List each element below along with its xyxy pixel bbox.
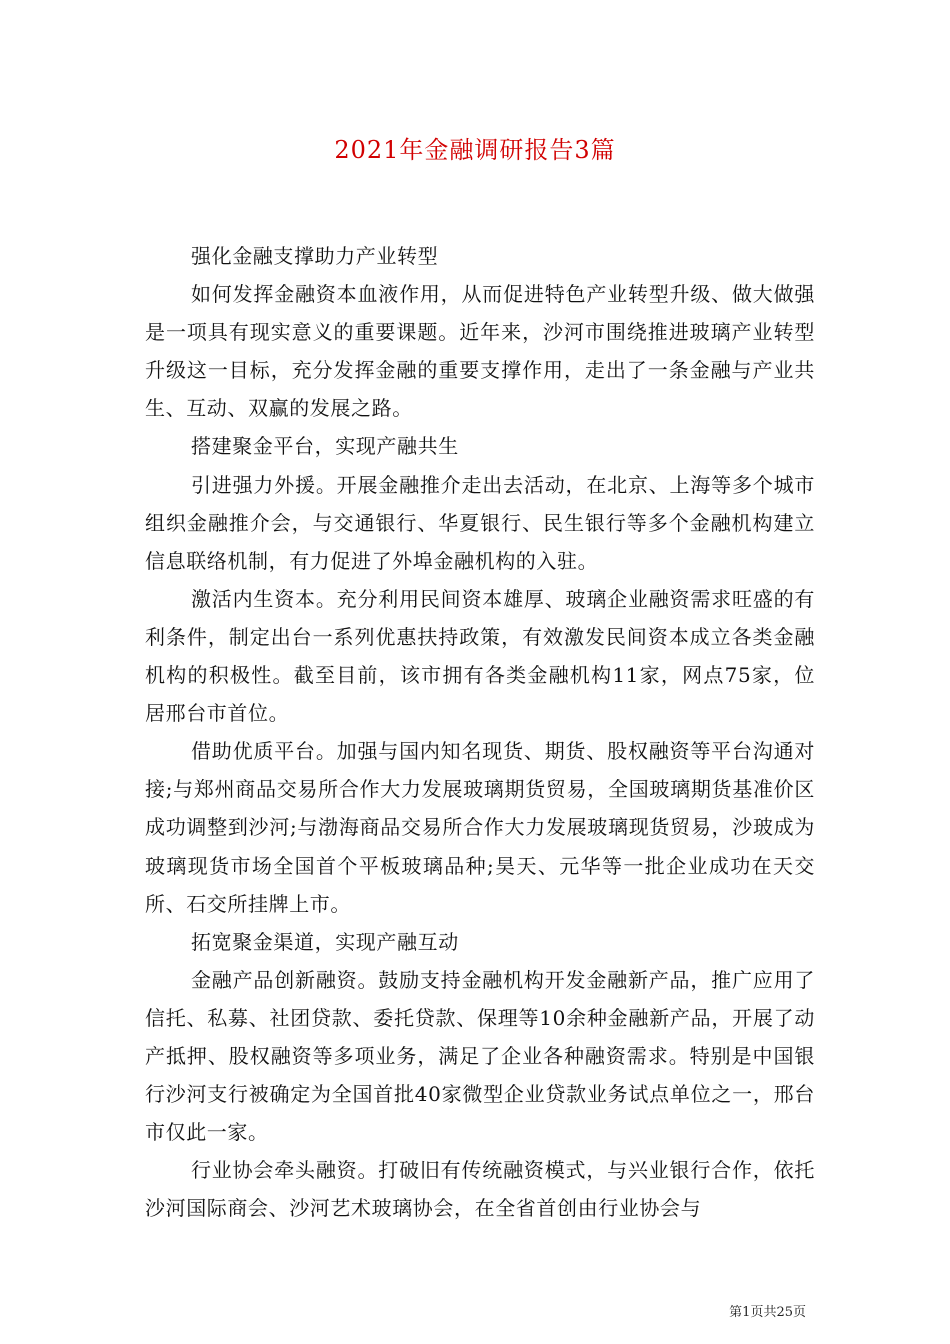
section-heading: 搭建聚金平台，实现产融共生: [191, 434, 459, 459]
page-number-footer: 第1页共25页: [729, 1305, 806, 1320]
paragraph: 引进强力外援。开展金融推介走出去活动，在北京、上海等多个城市组织金融推介会，与交通银行、华夏银行、民生银行等多个金融机构建立信息联络机制，有力促进了外埠金融机构的入驻。: [145, 472, 815, 573]
section-heading: 强化金融支撑助力产业转型: [191, 244, 439, 268]
paragraph: 借助优质平台。加强与国内知名现货、期货、股权融资等平台沟通对接;与郑州商品交易所合作大力发展玻璃期货贸易，全国玻璃期货基准价区成功调整到沙河;与渤海商品交易所合作大力发展玻璃现货贸易，沙玻成为玻璃现货市场全国首个平板玻璃品种;昊天、元华等一批企业成功在天交所、石交所挂牌上市。: [145, 739, 815, 916]
paragraph: 激活内生资本。充分利用民间资本雄厚、玻璃企业融资需求旺盛的有利条件，制定出台一系列优惠扶持政策，有效激发民间资本成立各类金融机构的积极性。截至目前，该市拥有各类金融机构11家，网点75家，位居邢台市首位。: [145, 586, 815, 726]
document-body: [145, 237, 815, 1227]
section-heading: 拓宽聚金渠道，实现产融互动: [191, 929, 459, 954]
paragraph: 金融产品创新融资。鼓励支持金融机构开发金融新产品，推广应用了信托、私募、社团贷款、委托贷款、保理等10余种金融新产品，开展了动产抵押、股权融资等多项业务，满足了企业各种融资需求。特别是中国银行沙河支行被确定为全国首批40家微型企业贷款业务试点单位之一，邢台市仅此一家。: [145, 967, 815, 1145]
paragraph: 行业协会牵头融资。打破旧有传统融资模式，与兴业银行合作，依托沙河国际商会、沙河艺术玻璃协会，在全省首创由行业协会与: [145, 1158, 815, 1221]
document-title: 2021年金融调研报告3篇: [334, 136, 616, 164]
paragraph: 如何发挥金融资本血液作用，从而促进特色产业转型升级、做大做强是一项具有现实意义的重要课题。近年来，沙河市围绕推进玻璃产业转型升级这一目标，充分发挥金融的重要支撑作用，走出了一条金融与产业共生、互动、双赢的发展之路。: [145, 282, 815, 421]
